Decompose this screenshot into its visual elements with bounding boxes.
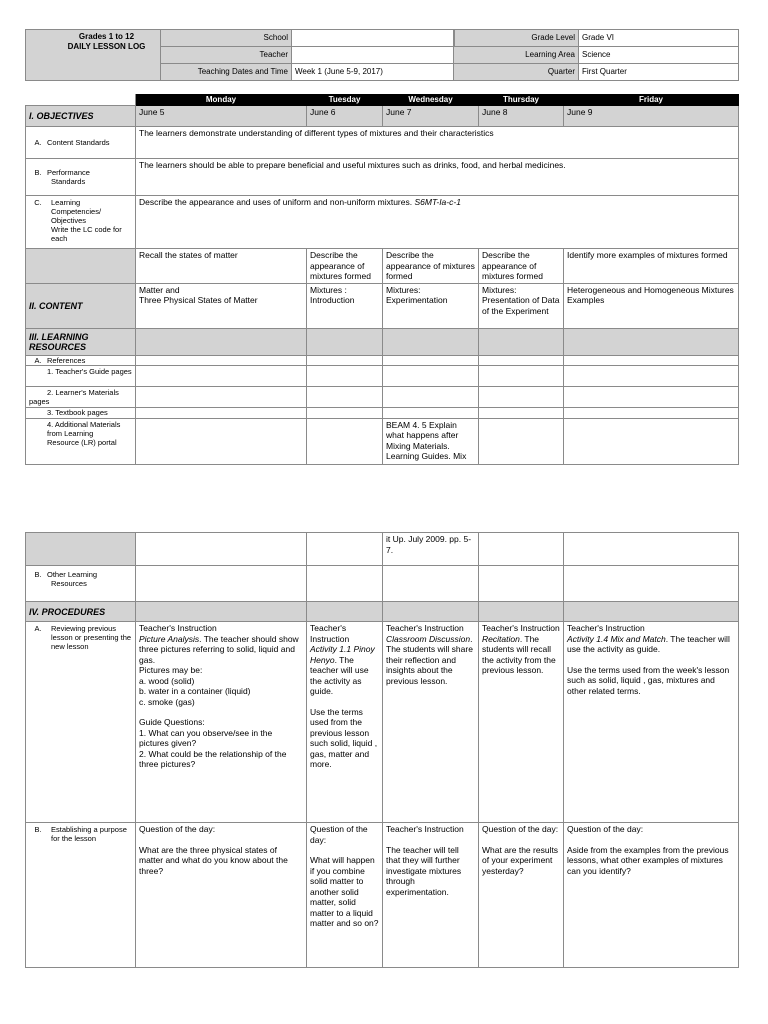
teacher-field[interactable] [292,47,454,64]
content-monday: Matter and Three Physical States of Matter [136,283,307,328]
header-table [25,29,739,81]
additional-materials-wednesday-continued: it Up. July 2009. pp. 5-7. [383,533,479,566]
content-thursday: Mixtures: Presentation of Data of the Experiment [479,283,564,328]
day-header-thursday: Thursday [479,95,564,106]
date-friday: June 9 [564,106,739,127]
school-field[interactable] [292,30,454,47]
performance-standards-text: The learners should be able to prepare beneficial and useful mixtures such as drinks, food, and herbal medicines. [136,159,739,196]
objective-wednesday: Describe the appearance of mixtures formed [383,249,479,284]
review-tuesday: Teacher's Instruction Activity 1.1 Pinoy Henyo. The teacher will use the activity as guide. Use the terms used from the previous lesson such solid, liquid , gas, matter and more. [307,622,383,823]
objectives-heading: I. OBJECTIVES [26,106,136,127]
purpose-friday: Question of the day: Aside from the examples from the previous lessons, what other examples of mixtures can you identify? [564,823,739,968]
log-title-cell [26,30,161,81]
purpose-monday: Question of the day: What are the three physical states of matter and what do you know about the three? [136,823,307,968]
date-monday: June 5 [136,106,307,127]
teacher-label: Teacher [161,47,292,64]
objective-monday: Recall the states of matter [136,249,307,284]
quarter-label: Quarter [454,64,579,81]
date-tuesday: June 6 [307,106,383,127]
dates-label: Teaching Dates and Time [161,64,292,81]
log-title: DAILY LESSON LOG [67,42,146,51]
performance-standards-label: B. Performance Standards [26,159,136,196]
content-tuesday: Mixtures : Introduction [307,283,383,328]
learning-resources-heading: III. LEARNING RESOURCES [26,328,136,355]
competency-code: S6MT-Ia-c-1 [414,197,461,207]
grade-level-label: Grade Level [454,30,579,47]
dates-field[interactable]: Week 1 (June 5-9, 2017) [292,64,454,81]
competencies-label: C. Learning Competencies/ Objectives Write the LC code for each [26,196,136,249]
review-wednesday: Teacher's Instruction Classroom Discussion. The students will share their reflection and insights about the previous lesson. [383,622,479,823]
date-thursday: June 8 [479,106,564,127]
learning-area-label: Learning Area [454,47,579,64]
content-standards-text: The learners demonstrate understanding of different types of mixtures and their characteristics [136,127,739,159]
day-header-monday: Monday [136,95,307,106]
learning-area-field[interactable]: Science [579,47,739,64]
references-label: A. References [26,355,136,365]
date-wednesday: June 7 [383,106,479,127]
review-thursday: Teacher's Instruction Recitation. The students will recall the activity from the previous lesson. [479,622,564,823]
objective-friday: Identify more examples of mixtures formed [564,249,739,284]
quarter-field[interactable]: First Quarter [579,64,739,81]
day-header-wednesday: Wednesday [383,95,479,106]
review-monday: Teacher's Instruction Picture Analysis. The teacher should show three pictures referring to solid, liquid and gas. Pictures may be: a. wood (solid) b. water in a container (liquid) c. smoke (gas) Guide Questions: 1. What can you observe/see in the pictures given? 2. What could be the relationship of the three pictures? [136,622,307,823]
purpose-lesson-label: B. Establishing a purpose for the lesson [26,823,136,968]
textbook-pages-label: 3. Textbook pages [26,407,136,418]
additional-materials-wednesday: BEAM 4. 5 Explain what happens after Mixing Materials. Learning Guides. Mix [383,418,479,464]
school-label: School [161,30,292,47]
learners-materials-label: 2. Learner's Materials pages [26,386,136,407]
purpose-wednesday: Teacher's Instruction The teacher will tell that they will further investigate mixtures through experimentation. [383,823,479,968]
purpose-thursday: Question of the day: What are the results of your experiment yesterday? [479,823,564,968]
objective-tuesday: Describe the appearance of mixtures formed [307,249,383,284]
content-standards-label: A. Content Standards [26,127,136,159]
lesson-log-table [25,94,739,465]
teachers-guide-label: 1. Teacher's Guide pages [26,365,136,386]
grade-level-field[interactable]: Grade VI [579,30,739,47]
day-header-friday: Friday [564,95,739,106]
content-friday: Heterogeneous and Homogeneous Mixtures Examples [564,283,739,328]
review-friday: Teacher's Instruction Activity 1.4 Mix and Match. The teacher will use the activity as guide. Use the terms used from the week's lesson such as solid, liquid , gas, mixtures and other related terms. [564,622,739,823]
lesson-log-table-continued [25,532,739,968]
other-resources-label: B. Other Learning Resources [26,566,136,602]
content-heading: II. CONTENT [26,283,136,328]
procedures-heading: IV. PROCEDURES [26,602,136,622]
objective-thursday: Describe the appearance of mixtures formed [479,249,564,284]
competencies-text: Describe the appearance and uses of uniform and non-uniform mixtures. S6MT-Ia-c-1 [136,196,739,249]
day-header-tuesday: Tuesday [307,95,383,106]
purpose-tuesday: Question of the day: What will happen if you combine solid matter to another solid matter, solid matter to a liquid matter and so on? [307,823,383,968]
review-lesson-label: A. Reviewing previous lesson or presenting the new lesson [26,622,136,823]
grades-label: Grades 1 to 12 [78,32,135,41]
additional-materials-label: 4. Additional Materials from Learning Resource (LR) portal [26,418,136,464]
content-wednesday: Mixtures: Experimentation [383,283,479,328]
